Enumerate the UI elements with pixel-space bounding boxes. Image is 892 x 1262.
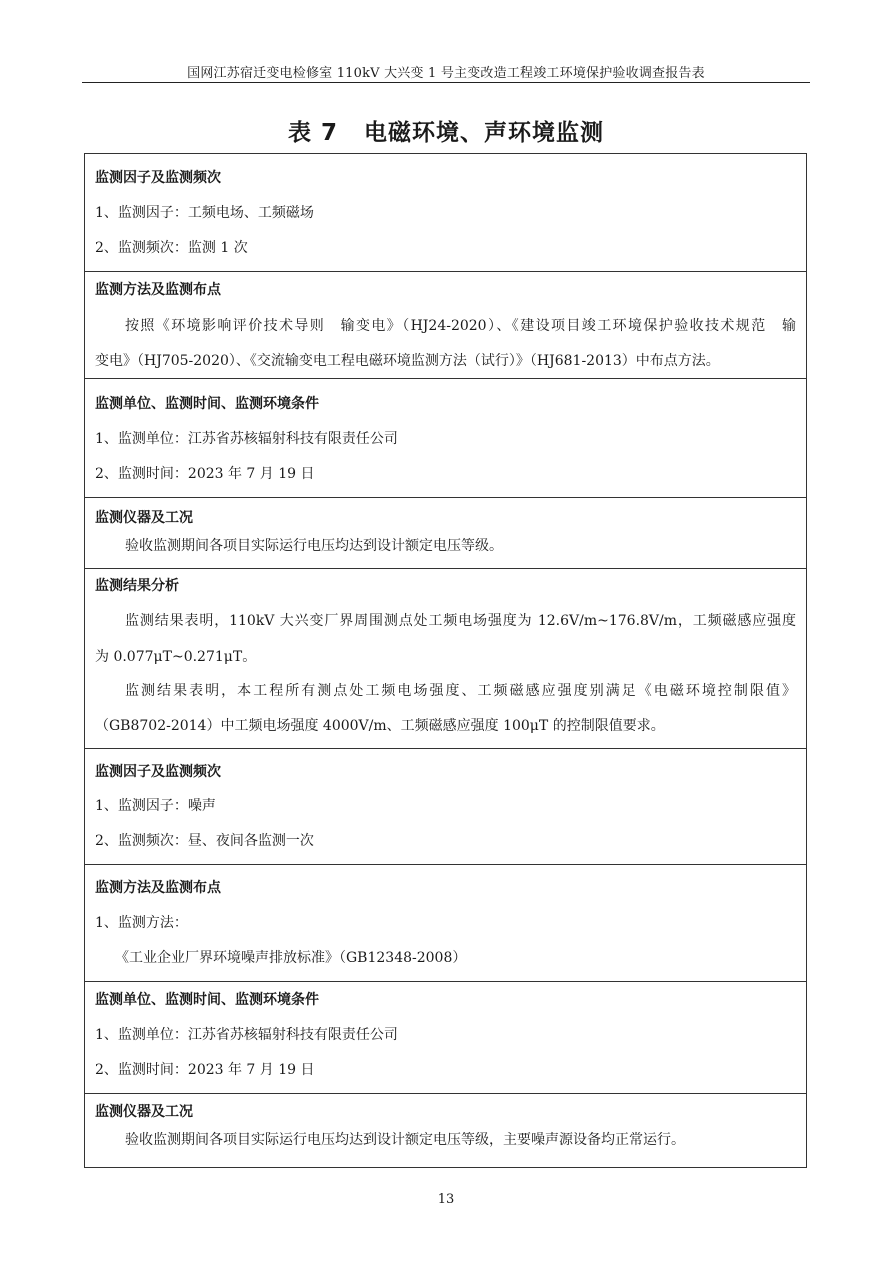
section-line: 2、监测频次：监测 1 次 xyxy=(95,240,248,256)
table-title-text: 电磁环境、声环境监测 xyxy=(364,120,604,146)
section-line: 按照《环境影响评价技术导则 输变电》（HJ24-2020）、《建设项目竣工环境保护验收技术规范 输 xyxy=(125,318,796,334)
page-title xyxy=(0,114,892,147)
section-line: 验收监测期间各项目实际运行电压均达到设计额定电压等级，主要噪声源设备均正常运行。 xyxy=(125,1132,685,1148)
section-line: 《工业企业厂界环境噪声排放标准》（GB12348-2008） xyxy=(115,950,467,966)
section-line: （GB8702-2014）中工频电场强度 4000V/m、工频磁感应强度 100μT 的控制限值要求。 xyxy=(95,718,665,734)
section-heading: 监测方法及监测布点 xyxy=(95,282,221,298)
monitoring-table xyxy=(84,153,807,1168)
section-heading: 监测仪器及工况 xyxy=(95,1104,193,1120)
section-em-factor xyxy=(85,154,806,271)
section-line: 1、监测因子：噪声 xyxy=(95,798,216,814)
table-number: 表 7 xyxy=(287,120,338,146)
header-divider xyxy=(82,82,810,83)
section-heading: 监测单位、监测时间、监测环境条件 xyxy=(95,396,319,412)
section-em-result xyxy=(85,568,806,748)
page-header: 国网江苏宿迁变电检修室 110kV 大兴变 1 号主变改造工程竣工环境保护验收调查报告表 xyxy=(187,66,705,81)
section-line: 2、监测频次：昼、夜间各监测一次 xyxy=(95,833,314,849)
section-noise-method xyxy=(85,864,806,981)
section-heading: 监测因子及监测频次 xyxy=(95,170,221,186)
section-em-method xyxy=(85,271,806,378)
section-heading: 监测单位、监测时间、监测环境条件 xyxy=(95,992,319,1008)
section-noise-instrument xyxy=(85,1093,806,1167)
section-line: 监测结果表明，110kV 大兴变厂界周围测点处工频电场强度为 12.6V/m~176.8V/m，工频磁感应强度 xyxy=(125,613,796,629)
section-heading: 监测方法及监测布点 xyxy=(95,880,221,896)
section-heading: 监测仪器及工况 xyxy=(95,510,193,526)
section-em-unit xyxy=(85,378,806,497)
section-noise-factor xyxy=(85,748,806,864)
section-line: 为 0.077μT~0.271μT。 xyxy=(95,649,257,665)
page-number: 13 xyxy=(437,1192,455,1207)
section-line: 1、监测单位：江苏省苏核辐射科技有限责任公司 xyxy=(95,1027,398,1043)
section-line: 1、监测单位：江苏省苏核辐射科技有限责任公司 xyxy=(95,431,398,447)
section-line: 1、监测方法： xyxy=(95,915,188,931)
section-heading: 监测结果分析 xyxy=(95,578,179,594)
section-line: 变电》（HJ705-2020）、《交流输变电工程电磁环境监测方法（试行）》（HJ681-2013）中布点方法。 xyxy=(95,353,720,369)
section-line: 1、监测因子：工频电场、工频磁场 xyxy=(95,205,314,221)
section-line: 2、监测时间：2023 年 7 月 19 日 xyxy=(95,466,315,482)
section-line: 2、监测时间：2023 年 7 月 19 日 xyxy=(95,1062,315,1078)
section-noise-unit xyxy=(85,981,806,1093)
section-line: 监测结果表明，本工程所有测点处工频电场强度、工频磁感应强度别满足《电磁环境控制限值》 xyxy=(125,683,796,699)
section-heading: 监测因子及监测频次 xyxy=(95,764,221,780)
section-em-instrument xyxy=(85,497,806,568)
section-line: 验收监测期间各项目实际运行电压均达到设计额定电压等级。 xyxy=(125,538,503,554)
